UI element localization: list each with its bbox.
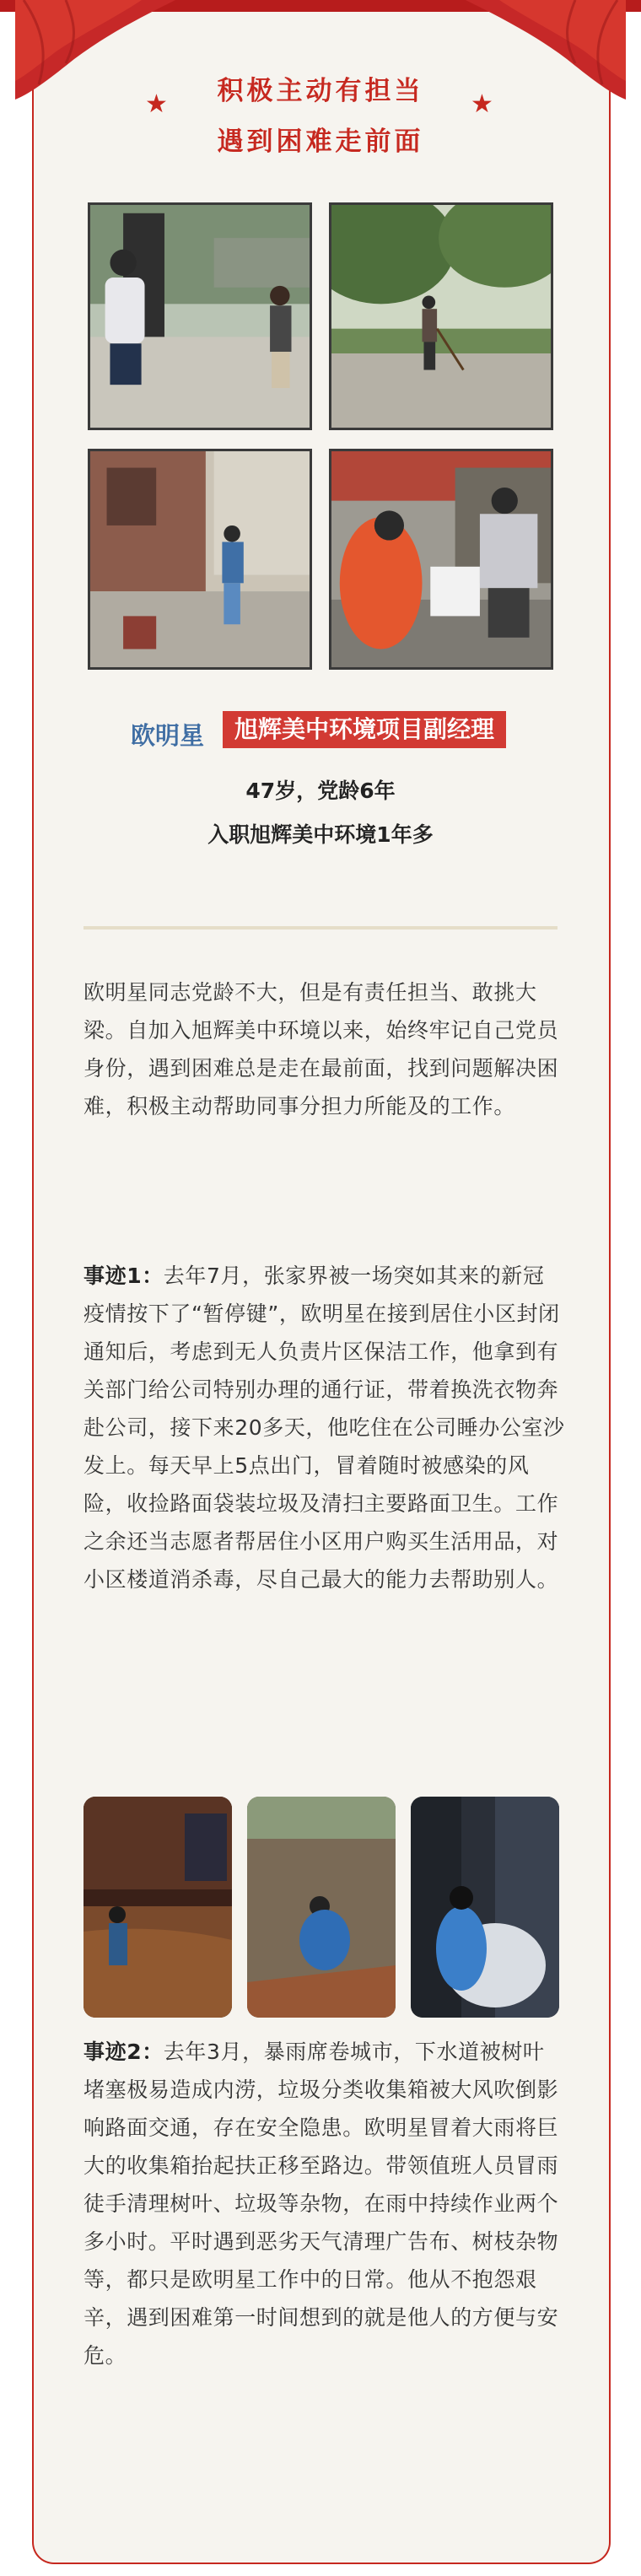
deed-2-label: 事迹2： [83, 2040, 164, 2064]
photo-night-flood-street [83, 1797, 232, 2018]
photo-rain-night-work [411, 1797, 559, 2018]
deed-2-paragraph [83, 2033, 566, 2374]
photo-residential-alley [88, 449, 312, 670]
job-title-badge: 旭辉美中环境项目副经理 [223, 711, 506, 748]
person-name: 欧明星 [131, 721, 205, 750]
star-icon-left: ★ [145, 89, 168, 119]
photo-sweeping-street [329, 202, 553, 430]
star-icon-right: ★ [471, 89, 493, 119]
section-divider [83, 926, 558, 930]
photo-clearing-drain [247, 1797, 396, 2018]
deed-1-label: 事迹1： [83, 1264, 164, 1288]
deed-1-text: 去年7月，张家界被一场突如其来的新冠疫情按下了“暂停键”，欧明星在接到居住小区封闭通知后，考虑到无人负责片区保洁工作，他拿到有关部门给公司特别办理的通行证，带着换洗衣物奔赴公司，接下来20多天，他吃住在公司睡办公室沙发上。每天早上5点出门，冒着随时被感染的风险，收捡路面袋装垃圾及清扫主要路面卫生。工作之余还当志愿者帮居住小区用户购买生活用品，对小区楼道消杀毒，尽自己最大的能力去帮助别人。 [83, 1264, 565, 1592]
intro-paragraph: 欧明星同志党龄不大，但是有责任担当、敢挑大梁。自加入旭辉美中环境以来，始终牢记自己党员身份，遇到困难总是走在最前面，找到问题解决困难，积极主动帮助同事分担力所能及的工作。 [83, 980, 559, 1118]
deed-2-text: 去年3月，暴雨席卷城市，下水道被树叶堵塞极易造成内涝，垃圾分类收集箱被大风吹倒影响路面交通，存在安全隐患。欧明星冒着大雨将巨大的收集箱抬起扶正移至路边。带领值班人员冒雨徒手清理树叶、垃圾等杂物，在雨中持续作业两个多小时。平时遇到恶劣天气清理广告布、树枝杂物等，都只是欧明星工作中的日常。他从不抱怨艰辛，遇到困难第一时间想到的就是他人的方便与安危。 [83, 2040, 559, 2368]
age-party-info: 47岁，党龄6年 [245, 779, 396, 803]
deed-1-paragraph [83, 1257, 566, 1598]
headline-line-1: 积极主动有担当 [217, 76, 424, 106]
photo-collecting-garbage [329, 449, 553, 670]
headline-line-2: 遇到困难走前面 [217, 127, 424, 157]
tenure-info: 入职旭辉美中环境1年多 [207, 822, 434, 847]
photo-volunteer-checkpoint [88, 202, 312, 430]
